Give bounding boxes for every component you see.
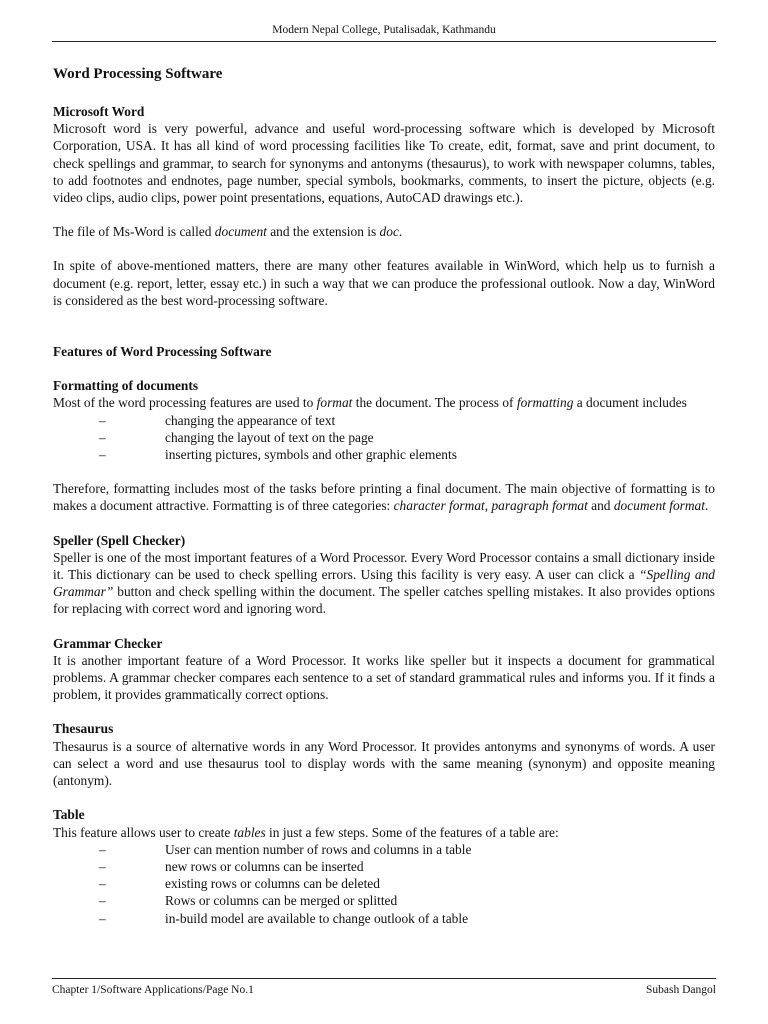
- paragraph-thesaurus: Thesaurus is a source of alternative words in any Word Processor. It provides antonyms and synonyms of words. A user can select a word and use thesaurus tool to display words with the same meaning (synonym) and opposite meaning (antonym).: [53, 738, 715, 789]
- section-heading-thesaurus: Thesaurus: [53, 721, 114, 737]
- list-item: – User can mention number of rows and columns in a table: [99, 841, 472, 857]
- paragraph-grammar: It is another important feature of a Word Processor. It works like speller but it inspects a document for grammatical problems. A grammar checker compares each sentence to a set of standard grammatical rules and informs you. If it finds a problem, it provides grammatically correct options.: [53, 652, 715, 703]
- footer-chapter-info: Chapter 1/Software Applications/Page No.1: [52, 984, 254, 996]
- list-item: – changing the appearance of text: [99, 412, 336, 428]
- page-footer: [52, 978, 716, 996]
- list-item: – new rows or columns can be inserted: [99, 858, 364, 874]
- list-item: – in-build model are available to change outlook of a table: [99, 910, 469, 926]
- list-item: – existing rows or columns can be deleted: [99, 876, 380, 892]
- list-item: – Rows or columns can be merged or splitted: [99, 893, 398, 909]
- paragraph-table-intro: This feature allows user to create tables in just a few steps. Some of the features of a table are:: [53, 824, 559, 840]
- paragraph-file-extension: The file of Ms-Word is called document and the extension is doc.: [53, 224, 403, 240]
- section-heading-table: Table: [53, 807, 85, 823]
- paragraph-speller: Speller is one of the most important features of a Word Processor. Every Word Processor contains a small dictionary inside it. This dictionary can be used to check spelling errors. Using this facility is very easy. A user can click a “Spelling and Grammar” button and check spelling within the document. The speller catches spelling mistakes. It also provides options for replacing with correct word and ignoring word.: [53, 549, 715, 617]
- list-item: – inserting pictures, symbols and other graphic elements: [99, 447, 457, 463]
- header-text: Modern Nepal College, Putalisadak, Kathmandu: [272, 24, 496, 36]
- paragraph-formatting-intro: Most of the word processing features are used to format the document. The process of formatting a document includes: [53, 395, 687, 411]
- paragraph-winword: In spite of above-mentioned matters, there are many other features available in WinWord, which help us to furnish a document (e.g. report, letter, essay etc.) in such a way that we can produce the professional outlook. Now a day, WinWord is considered as the best word-processing software.: [53, 258, 715, 308]
- section-heading-microsoft-word: Microsoft Word: [53, 104, 145, 119]
- section-heading-features: Features of Word Processing Software: [53, 344, 272, 360]
- footer-author: Subash Dangol: [646, 984, 716, 996]
- table-features-list: [53, 841, 715, 927]
- paragraph-ms-word-intro: Microsoft word is very powerful, advance and useful word-processing software which is developed by Microsoft Corporation, USA. It has all kind of word processing facilities like To create, edit, format, save and print document, to check spellings and grammar, to search for synonyms and antonyms (thesaurus), to work with newspaper columns, tables, to add footnotes and endnotes, page number, special symbols, bookmarks, comments, to insert the picture, objects (e.g. video clips, audio clips, power point presentations, equations, AutoCAD drawings etc.).: [53, 121, 715, 206]
- section-heading-grammar: Grammar Checker: [53, 635, 163, 651]
- paragraph-formatting-categories: Therefore, formatting includes most of the tasks before printing a final document. The main objective of formatting is to makes a document attractive. Formatting is of three categories: character format, paragraph format and document format.: [53, 481, 715, 514]
- section-heading-formatting: Formatting of documents: [53, 378, 199, 394]
- formatting-list: [53, 412, 715, 464]
- document-title: Word Processing Software: [53, 66, 223, 82]
- section-heading-speller: Speller (Spell Checker): [53, 532, 186, 548]
- list-item: – changing the layout of text on the page: [99, 429, 374, 445]
- document-body: [53, 64, 715, 927]
- page-header: [52, 24, 716, 42]
